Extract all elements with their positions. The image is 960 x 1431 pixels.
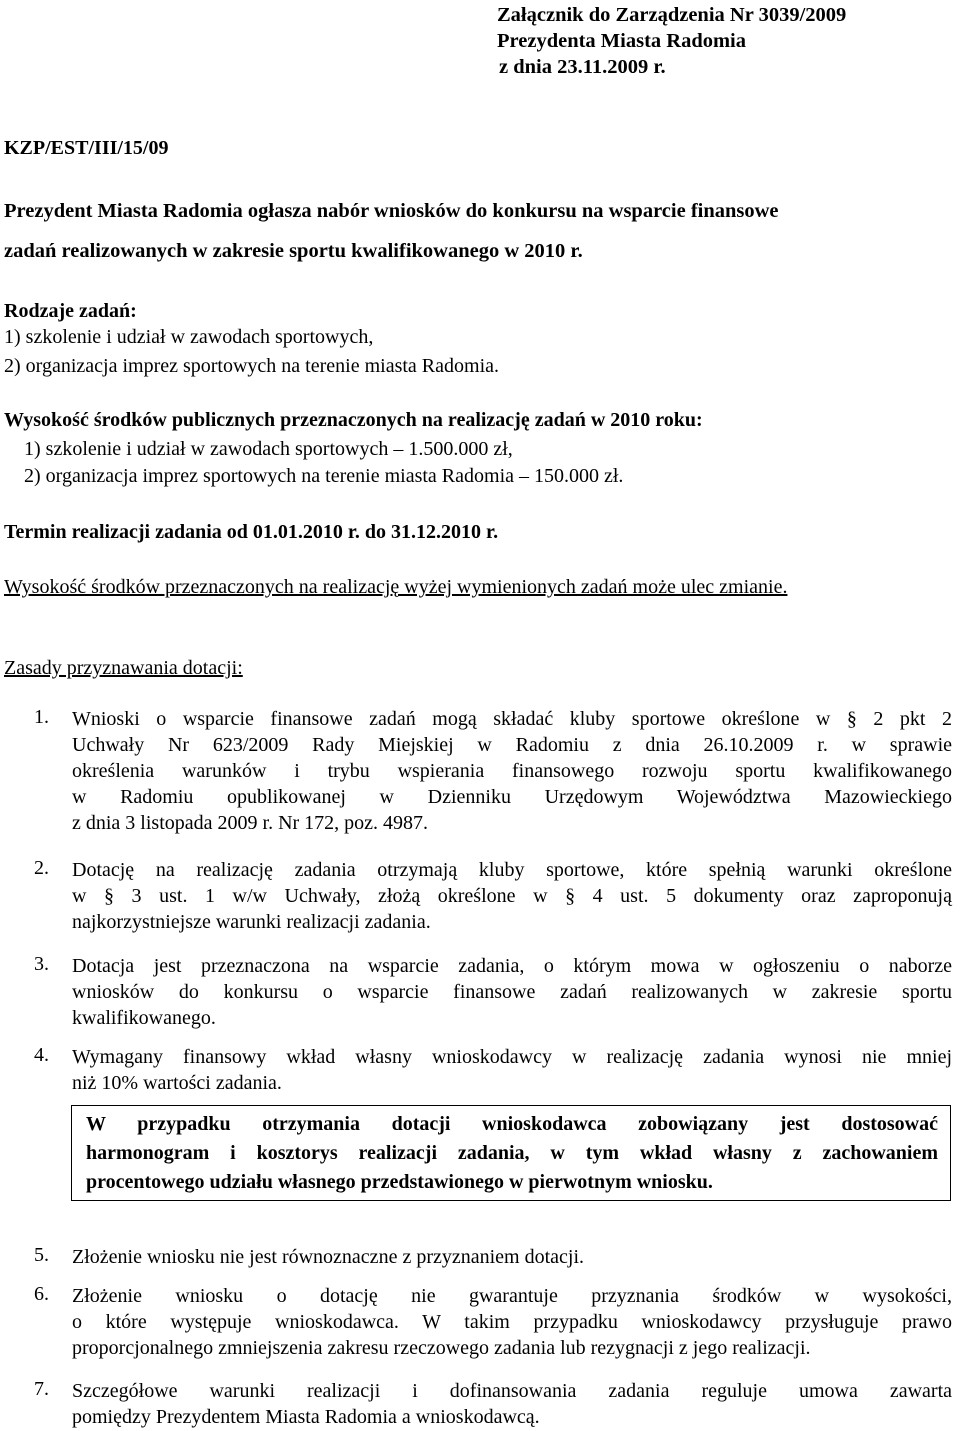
rule-number: 6.: [34, 1283, 49, 1305]
rule-line: niż 10% wartości zadania.: [72, 1072, 282, 1094]
notice-line: harmonogram i kosztorys realizacji zadania, w tym wkład własny z zachowaniem: [86, 1142, 938, 1164]
rule-line: Dotację na realizację zadania otrzymają kluby sportowe, które spełnią warunki określone: [72, 859, 952, 881]
task-type-item: 1) szkolenie i udział w zawodach sportowych,: [4, 326, 374, 348]
announcement-line-1: Prezydent Miasta Radomia ogłasza nabór wniosków do konkursu na wsparcie finansowe: [4, 200, 779, 222]
rule-line: określenia warunków i trybu wspierania finansowego rozwoju sportu kwalifikowanego: [72, 760, 952, 782]
rule-line: Uchwały Nr 623/2009 Rady Miejskiej w Radomiu z dnia 26.10.2009 r. w sprawie: [72, 734, 952, 756]
rule-number: 5.: [34, 1244, 49, 1266]
term-line: Termin realizacji zadania od 01.01.2010 r. do 31.12.2010 r.: [4, 521, 499, 543]
rule-line: kwalifikowanego.: [72, 1007, 216, 1029]
rule-line: Wnioski o wsparcie finansowe zadań mogą składać kluby sportowe określone w § 2 pkt 2: [72, 708, 952, 730]
funds-item: 2) organizacja imprez sportowych na terenie miasta Radomia – 150.000 zł.: [24, 465, 624, 487]
rule-number: 7.: [34, 1378, 49, 1400]
rule-number: 4.: [34, 1044, 49, 1066]
notice-line: procentowego udziału własnego przedstawionego w pierwotnym wniosku.: [86, 1171, 713, 1193]
rule-line: w Radomiu opublikowanej w Dzienniku Urzędowym Województwa Mazowieckiego: [72, 786, 952, 808]
rule-line: o które występuje wnioskodawca. W takim przypadku wnioskodawcy przysługuje prawo: [72, 1311, 952, 1333]
rule-line: Dotacja jest przeznaczona na wsparcie zadania, o którym mowa w ogłoszeniu o naborze: [72, 955, 952, 977]
rule-line: Złożenie wniosku nie jest równoznaczne z przyznaniem dotacji.: [72, 1246, 585, 1268]
rule-line: pomiędzy Prezydentem Miasta Radomia a wnioskodawcą.: [72, 1406, 540, 1428]
rule-line: Złożenie wniosku o dotację nie gwarantuje przyznania środków w wysokości,: [72, 1285, 952, 1307]
rules-title: Zasady przyznawania dotacji:: [4, 657, 243, 679]
rule-line: proporcjonalnego zmniejszenia zakresu rzeczowego zadania lub rezygnacji z jego realizacji.: [72, 1337, 811, 1359]
task-types-title: Rodzaje zadań:: [4, 300, 137, 322]
annex-header: [497, 2, 846, 80]
notice-box: [71, 1105, 951, 1201]
annex-line-3: z dnia 23.11.2009 r.: [499, 56, 666, 78]
rule-line: w § 3 ust. 1 w/w Uchwały, złożą określone w § 4 ust. 5 dokumenty oraz zaproponują: [72, 885, 952, 907]
announcement: [4, 191, 779, 271]
annex-line-2: Prezydenta Miasta Radomia: [497, 30, 747, 52]
rule-line: Szczegółowe warunki realizacji i dofinansowania zadania reguluje umowa zawarta: [72, 1380, 952, 1402]
notice-line: W przypadku otrzymania dotacji wnioskodawca zobowiązany jest dostosować: [86, 1113, 938, 1135]
rule-line: najkorzystniejsze warunki realizacji zadania.: [72, 911, 431, 933]
reference-number: KZP/EST/III/15/09: [4, 137, 169, 159]
funds-item: 1) szkolenie i udział w zawodach sportowych – 1.500.000 zł,: [24, 438, 513, 460]
rule-number: 2.: [34, 857, 49, 879]
annex-line-1: Załącznik do Zarządzenia Nr 3039/2009: [497, 4, 847, 26]
funds-title: Wysokość środków publicznych przeznaczonych na realizację zadań w 2010 roku:: [4, 409, 703, 431]
task-type-item: 2) organizacja imprez sportowych na terenie miasta Radomia.: [4, 355, 499, 377]
change-note: Wysokość środków przeznaczonych na realizację wyżej wymienionych zadań może ulec zmianie.: [4, 576, 788, 598]
rule-line: Wymagany finansowy wkład własny wnioskodawcy w realizację zadania wynosi nie mniej: [72, 1046, 952, 1068]
rule-line: wniosków do konkursu o wsparcie finansowe zadań realizowanych w zakresie sportu: [72, 981, 952, 1003]
rule-number: 3.: [34, 953, 49, 975]
announcement-line-2: zadań realizowanych w zakresie sportu kwalifikowanego w 2010 r.: [4, 240, 583, 262]
rule-line: z dnia 3 listopada 2009 r. Nr 172, poz. 4987.: [72, 812, 429, 834]
rule-number: 1.: [34, 706, 49, 728]
